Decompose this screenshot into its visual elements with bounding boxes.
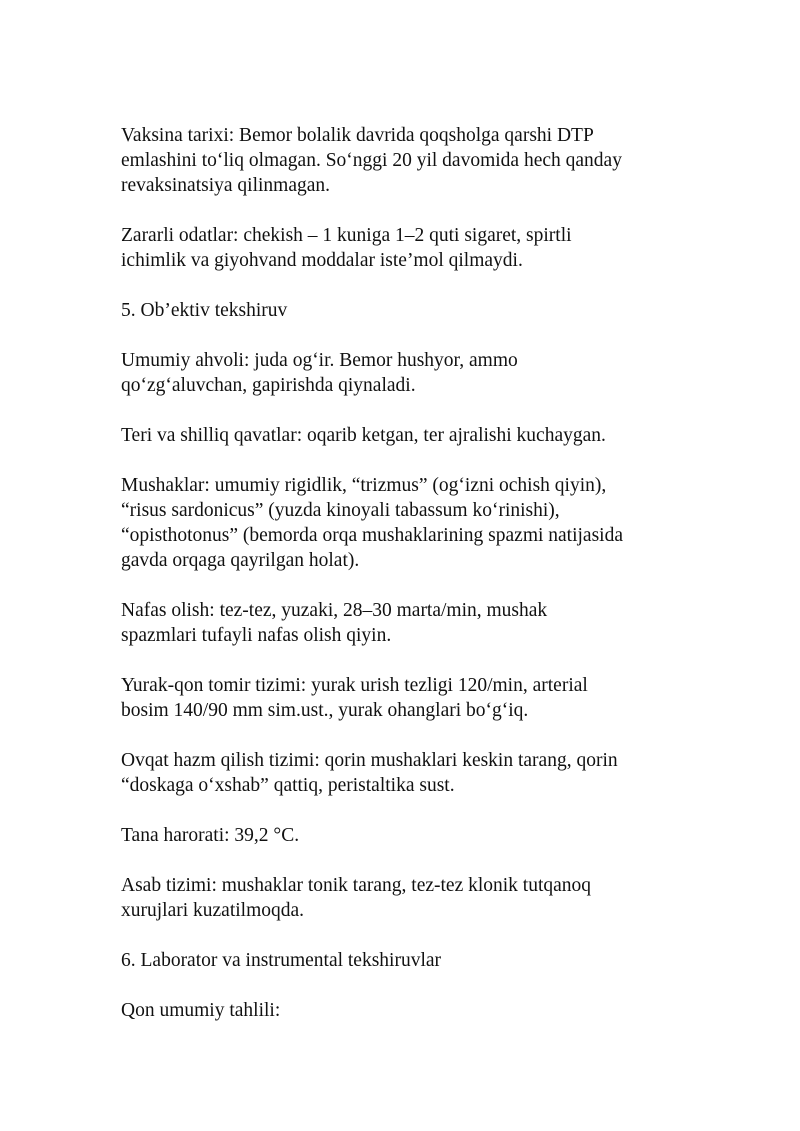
text-line: Zararli odatlar: chekish – 1 kuniga 1–2 quti sigaret, spirtli	[121, 225, 572, 246]
paragraph-general-condition	[121, 348, 721, 398]
text-line: 6. Laborator va instrumental tekshiruvlar	[121, 950, 442, 971]
text-line: revaksinatsiya qilinmagan.	[121, 175, 331, 196]
paragraph-digestive	[121, 748, 721, 798]
text-line: qo‘zg‘aluvchan, gapirishda qiynaladi.	[121, 375, 416, 396]
text-line: Tana harorati: 39,2 °C.	[121, 825, 300, 846]
paragraph-harmful-habits	[121, 223, 721, 273]
text-line: 5. Ob’ektiv tekshiruv	[121, 300, 288, 321]
text-line: Ovqat hazm qilish tizimi: qorin mushaklari keskin tarang, qorin	[121, 750, 618, 771]
paragraph-skin	[121, 423, 721, 448]
paragraph-muscles	[121, 473, 721, 573]
text-line: Teri va shilliq qavatlar: oqarib ketgan, ter ajralishi kuchaygan.	[121, 425, 606, 446]
text-line: Vaksina tarixi: Bemor bolalik davrida qoqsholga qarshi DTP	[121, 125, 594, 146]
text-line: Mushaklar: umumiy rigidlik, “trizmus” (og‘izni ochish qiyin),	[121, 475, 607, 496]
text-line: Asab tizimi: mushaklar tonik tarang, tez-tez klonik tutqanoq	[121, 875, 592, 896]
text-line: Umumiy ahvoli: juda og‘ir. Bemor hushyor, ammo	[121, 350, 518, 371]
paragraph-vaccine-history	[121, 123, 721, 198]
text-line: Yurak-qon tomir tizimi: yurak urish tezligi 120/min, arterial	[121, 675, 588, 696]
text-line: xurujlari kuzatilmoqda.	[121, 900, 305, 921]
text-line: emlashini to‘liq olmagan. So‘nggi 20 yil davomida hech qanday	[121, 150, 622, 171]
text-line: Qon umumiy tahlili:	[121, 1000, 281, 1021]
paragraph-breathing	[121, 598, 721, 648]
section-heading-objective-exam	[121, 298, 721, 323]
document-page	[121, 123, 721, 1048]
paragraph-nervous-system	[121, 873, 721, 923]
text-line: “doskaga o‘xshab” qattiq, peristaltika sust.	[121, 775, 455, 796]
paragraph-blood-test	[121, 998, 721, 1023]
paragraph-temperature	[121, 823, 721, 848]
text-line: “risus sardonicus” (yuzda kinoyali tabassum ko‘rinishi),	[121, 500, 560, 521]
text-line: spazmlari tufayli nafas olish qiyin.	[121, 625, 392, 646]
text-line: Nafas olish: tez-tez, yuzaki, 28–30 marta/min, mushak	[121, 600, 548, 621]
section-heading-lab-tests	[121, 948, 721, 973]
text-line: ichimlik va giyohvand moddalar iste’mol qilmaydi.	[121, 250, 523, 271]
text-line: bosim 140/90 mm sim.ust., yurak ohanglari bo‘g‘iq.	[121, 700, 529, 721]
text-line: “opisthotonus” (bemorda orqa mushaklarining spazmi natijasida	[121, 525, 624, 546]
paragraph-cardiovascular	[121, 673, 721, 723]
text-line: gavda orqaga qayrilgan holat).	[121, 550, 360, 571]
